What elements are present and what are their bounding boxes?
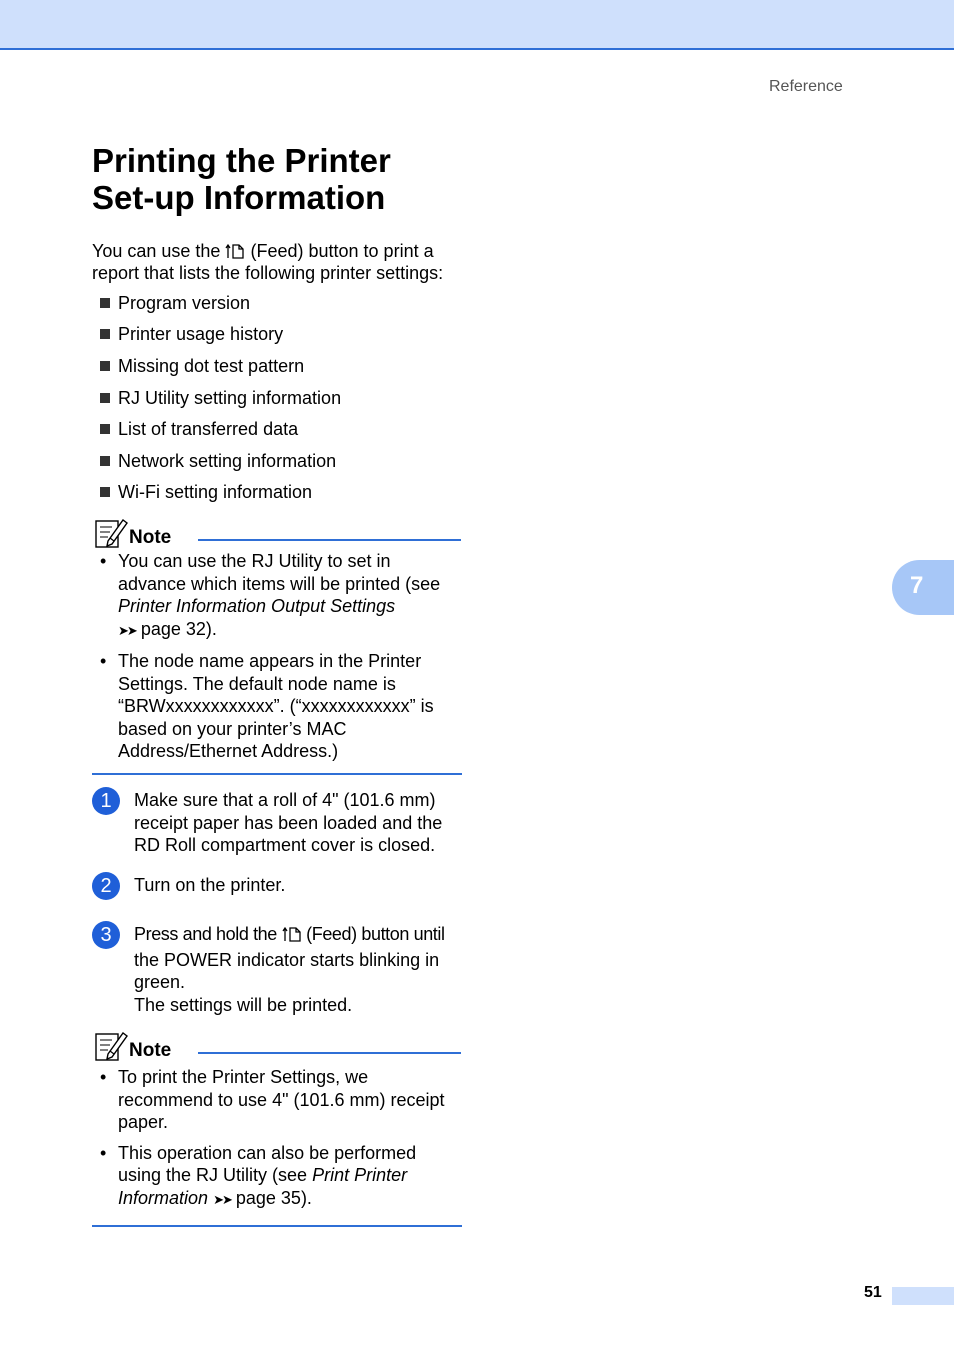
step-text — [134, 923, 469, 1017]
note-item — [92, 1142, 462, 1212]
step-line: The settings will be printed. — [134, 995, 353, 1016]
note-pencil-icon — [94, 517, 128, 549]
note-text: using the RJ Utility (see — [118, 1165, 308, 1185]
intro-text: (Feed) button to print a — [250, 241, 434, 261]
step-number-badge: 2 — [92, 872, 120, 900]
cross-reference: Printer Information Output Settings — [118, 596, 396, 616]
title-line: Printing the Printer — [92, 142, 391, 179]
step-line: green. — [134, 972, 186, 993]
note-line: You can use the RJ Utility to set in — [118, 551, 391, 571]
feed-icon — [225, 243, 245, 259]
step-line — [134, 923, 469, 946]
step-text — [134, 874, 469, 897]
square-bullet-icon — [100, 487, 110, 497]
page-number: 51 — [864, 1284, 882, 1301]
note-item — [92, 550, 462, 642]
bullet-dot-icon: • — [100, 651, 107, 671]
step-line: RD Roll compartment cover is closed. — [134, 835, 436, 856]
list-item-label: Printer usage history — [118, 324, 284, 344]
list-item-label: RJ Utility setting information — [118, 388, 342, 408]
note-line: The node name appears in the Printer — [118, 651, 422, 671]
note-line: “BRWxxxxxxxxxxxx”. (“xxxxxxxxxxxx” is — [118, 696, 434, 716]
note-pencil-icon — [94, 1030, 128, 1062]
note-bottom-rule — [92, 773, 462, 775]
note-rule — [198, 1052, 461, 1054]
note-header — [92, 1030, 462, 1064]
square-bullet-icon — [100, 298, 110, 308]
step-line-text: (Feed) button until — [306, 924, 445, 944]
note-line: advance which items will be printed (see — [118, 573, 441, 594]
square-bullet-icon — [100, 361, 110, 371]
note-header — [92, 517, 462, 551]
note-line — [118, 1187, 462, 1212]
cross-reference: Information — [118, 1187, 209, 1208]
running-head: Reference — [769, 78, 843, 95]
square-bullet-icon — [100, 393, 110, 403]
note-line: paper. — [118, 1112, 169, 1132]
note-bottom-rule — [92, 1225, 462, 1227]
chapter-tab — [892, 560, 954, 615]
chapter-number: 7 — [910, 572, 924, 599]
step-number-badge: 1 — [92, 787, 120, 815]
note-line: This operation can also be performed — [118, 1142, 417, 1163]
intro-text: You can use the — [92, 241, 221, 261]
note-line: To print the Printer Settings, we — [118, 1067, 369, 1087]
list-item-label: Network setting information — [118, 451, 337, 471]
footer-bar — [892, 1287, 954, 1305]
note-line — [118, 1164, 462, 1187]
note-list — [92, 550, 462, 771]
step-line: the POWER indicator starts blinking in — [134, 949, 440, 970]
feed-icon — [282, 926, 302, 942]
note-line — [118, 618, 462, 643]
note-label: Note — [129, 527, 172, 548]
page-title — [92, 142, 512, 216]
square-bullet-icon — [100, 456, 110, 466]
step-text — [134, 789, 469, 857]
note-rule — [198, 539, 461, 541]
step-line-text: Press and hold the — [134, 924, 277, 944]
page-reference: page 35). — [235, 1187, 312, 1208]
note-list — [92, 1066, 462, 1219]
note-line: based on your printer’s MAC — [118, 718, 347, 739]
note-item — [92, 650, 462, 763]
bullet-dot-icon: • — [100, 551, 107, 571]
list-item-label: Missing dot test pattern — [118, 356, 305, 376]
square-bullet-icon — [100, 424, 110, 434]
step-line: Make sure that a roll of 4" (101.6 mm) — [134, 790, 436, 810]
cross-reference: Print Printer — [312, 1165, 408, 1185]
list-item-label: Wi-Fi setting information — [118, 482, 313, 502]
square-bullet-icon — [100, 329, 110, 339]
note-line: Settings. The default node name is — [118, 673, 396, 694]
note-line: Address/Ethernet Address.) — [118, 741, 339, 761]
list-item-label: List of transferred data — [118, 419, 299, 439]
bullet-dot-icon: • — [100, 1067, 107, 1087]
intro-line — [92, 240, 472, 262]
double-arrow-icon: ➤➤ — [213, 1191, 231, 1207]
list-item-label: Program version — [118, 293, 251, 313]
step-line: Turn on the printer. — [134, 875, 286, 895]
title-line: Set-up Information — [92, 179, 386, 216]
note-item — [92, 1066, 462, 1134]
bullet-dot-icon: • — [100, 1142, 107, 1163]
step-number-badge: 3 — [92, 921, 120, 949]
double-arrow-icon: ➤➤ — [118, 622, 136, 638]
header-bar — [0, 0, 954, 50]
note-label: Note — [129, 1040, 172, 1061]
step-line: receipt paper has been loaded and the — [134, 812, 443, 833]
intro-paragraph — [92, 240, 472, 284]
note-line: recommend to use 4" (101.6 mm) receipt — [118, 1089, 445, 1110]
note-line — [118, 595, 462, 618]
intro-line: report that lists the following printer settings: — [92, 263, 444, 283]
page-reference: page 32). — [140, 618, 217, 639]
